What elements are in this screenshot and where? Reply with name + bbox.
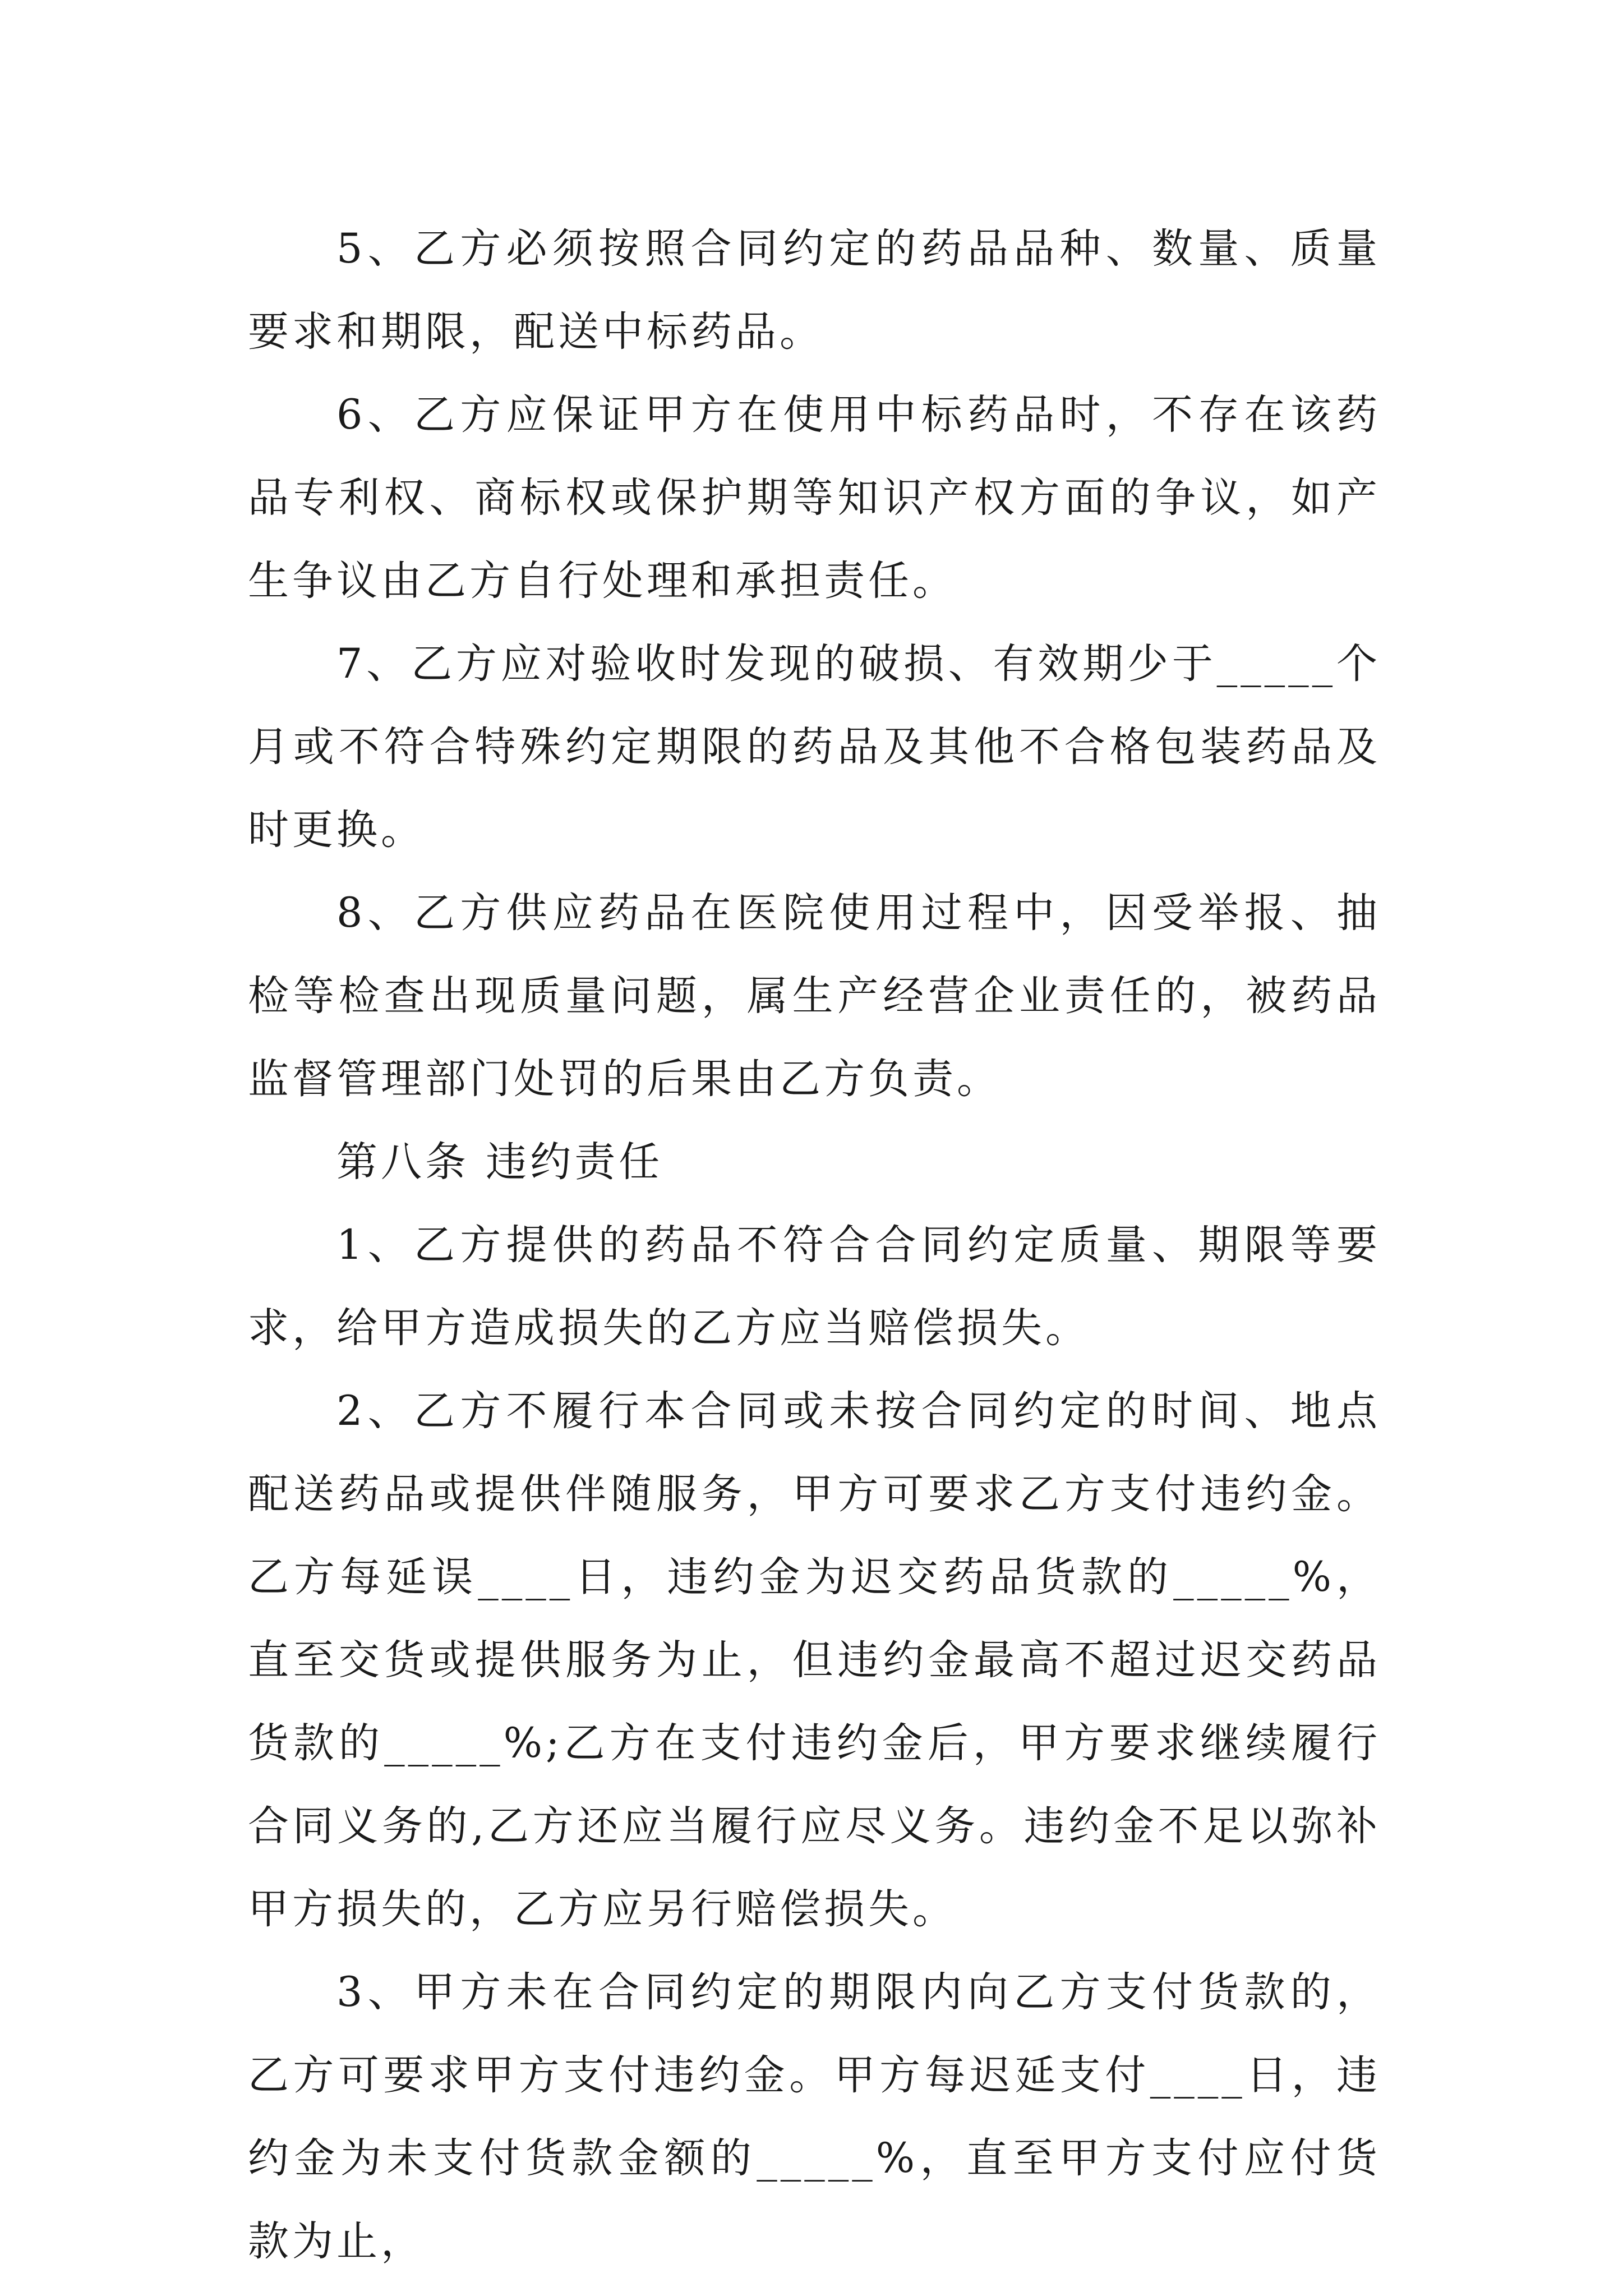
clause-7: 7、乙方应对验收时发现的破损、有效期少于_____个月或不符合特殊约定期限的药品及其他不合格包装药品及时更换。 [248,640,1381,854]
clause-8: 8、乙方供应药品在医院使用过程中，因受举报、抽检等检查出现质量问题，属生产经营企业责任的，被药品监督管理部门处罚的后果由乙方负责。 [248,889,1381,1103]
section-heading-article-8: 第八条 违约责任 [336,1138,663,1186]
clause-6: 6、乙方应保证甲方在使用中标药品时，不存在该药品专利权、商标权或保护期等知识产权方面的争议，如产生争议由乙方自行处理和承担责任。 [248,391,1381,605]
liability-clause-2: 2、乙方不履行本合同或未按合同约定的时间、地点配送药品或提供伴随服务，甲方可要求乙方支付违约金。乙方每延误____日，违约金为迟交药品货款的_____%，直至交货或提供服务为止，但违约金最高不超过迟交药品货款的_____%;乙方在支付违约金后，甲方要求继续履行合同义务的,乙方还应当履行应尽义务。违约金不足以弥补甲方损失的，乙方应另行赔偿损失。 [248,1387,1381,1933]
document-body [248,208,1381,2283]
liability-clause-1: 1、乙方提供的药品不符合合同约定质量、期限等要求，给甲方造成损失的乙方应当赔偿损失。 [248,1221,1381,1352]
clause-5: 5、乙方必须按照合同约定的药品品种、数量、质量要求和期限，配送中标药品。 [248,225,1381,356]
liability-clause-3: 3、甲方未在合同约定的期限内向乙方支付货款的，乙方可要求甲方支付违约金。甲方每迟延支付____日，违约金为未支付货款金额的_____%，直至甲方支付应付货款为止， [248,1968,1381,2265]
